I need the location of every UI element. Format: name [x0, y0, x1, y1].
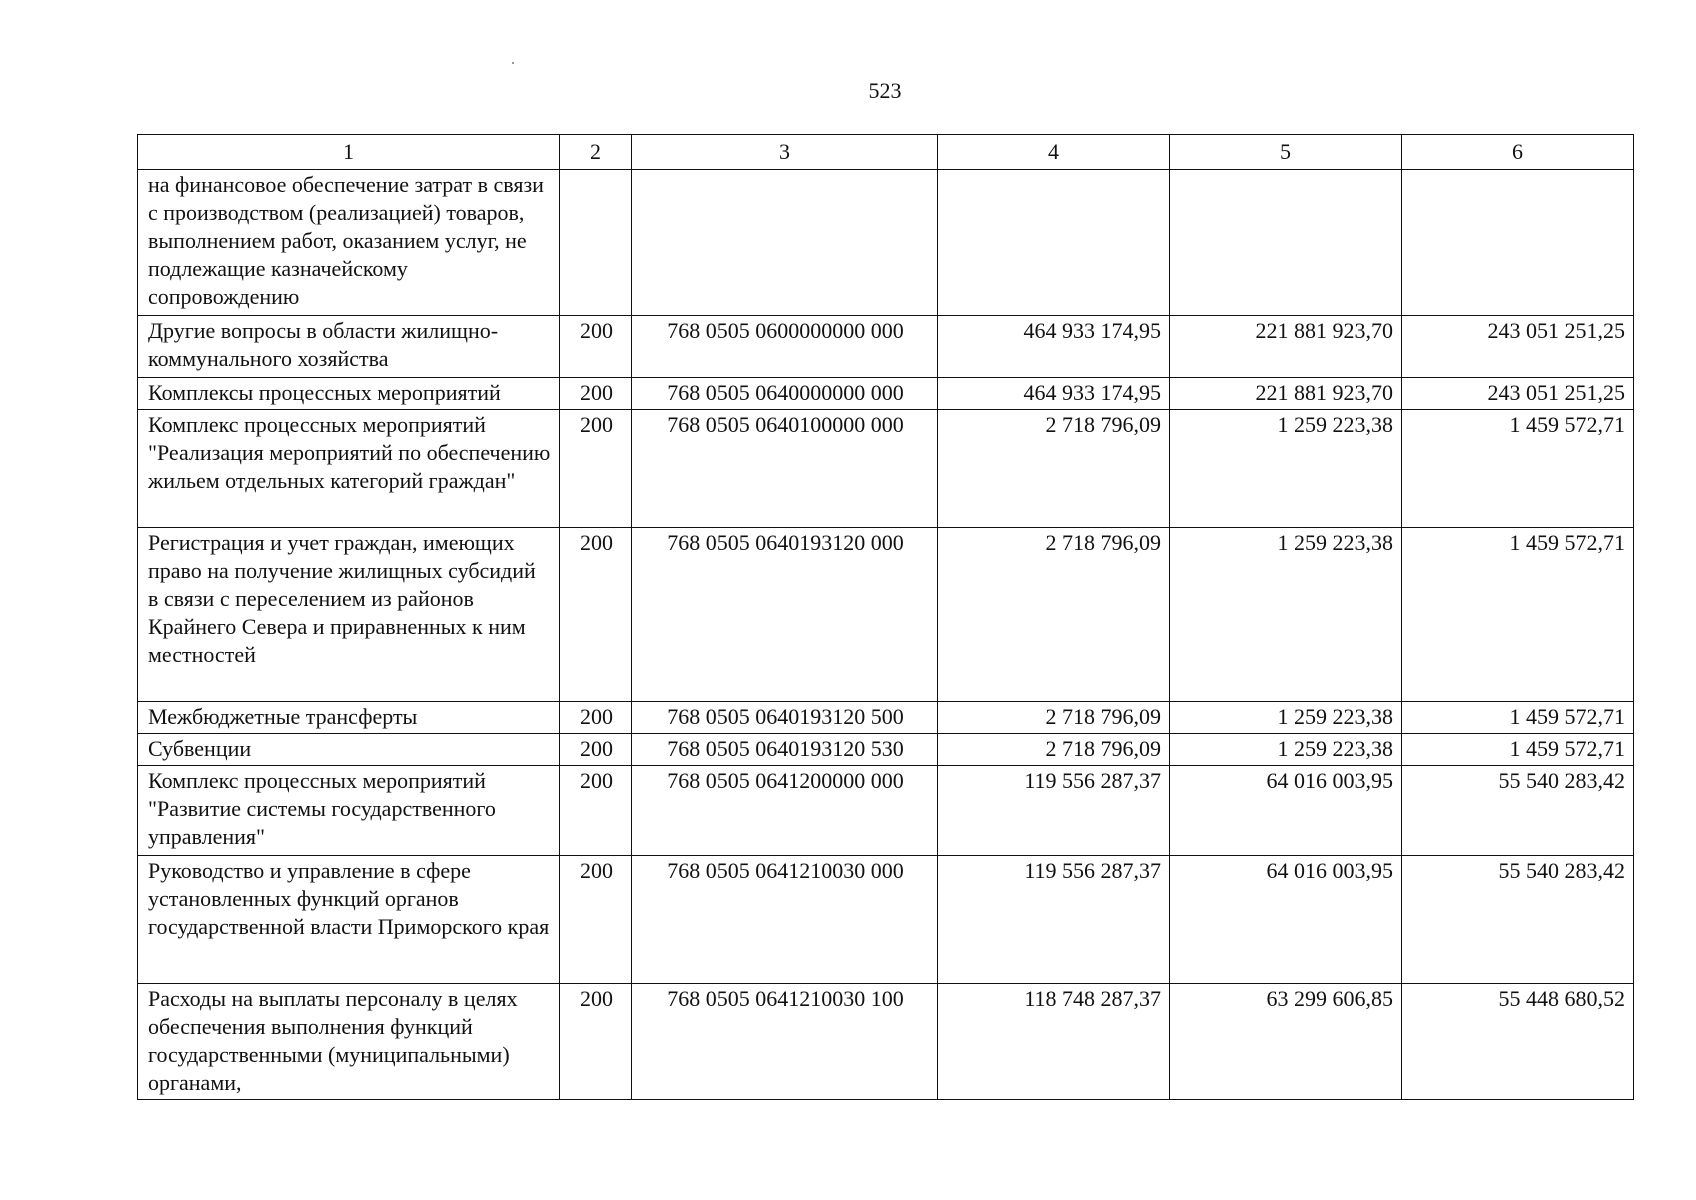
- header-col-6: 6: [1402, 135, 1634, 170]
- row-code: 200: [560, 702, 632, 734]
- row-code: 200: [560, 984, 632, 1100]
- row-value-6: 1 459 572,71: [1402, 410, 1634, 528]
- row-value-6: 1 459 572,71: [1402, 528, 1634, 702]
- row-value-4: 2 718 796,09: [938, 528, 1170, 702]
- row-value-6: 55 540 283,42: [1402, 856, 1634, 984]
- row-name: Межбюджетные трансферты: [138, 702, 560, 734]
- table-row: [138, 984, 1634, 1100]
- row-value-4: 119 556 287,37: [938, 766, 1170, 856]
- row-name: Комплекс процессных мероприятий "Развитие системы государственного управления": [138, 766, 560, 856]
- table-row: [138, 410, 1634, 528]
- header-col-2: 2: [560, 135, 632, 170]
- row-value-4: 2 718 796,09: [938, 702, 1170, 734]
- row-kbk: 768 0505 0600000000 000: [632, 316, 938, 378]
- row-value-6: 243 051 251,25: [1402, 316, 1634, 378]
- row-name: Расходы на выплаты персоналу в целях обеспечения выполнения функций государственными (муниципальными) органами,: [138, 984, 560, 1100]
- row-value-4: 119 556 287,37: [938, 856, 1170, 984]
- row-name: на финансовое обеспечение затрат в связи с производством (реализацией) товаров, выполнением работ, оказанием услуг, не подлежащие казначейскому сопровождению: [138, 170, 560, 316]
- row-kbk: 768 0505 0641200000 000: [632, 766, 938, 856]
- page-number: 523: [868, 78, 902, 103]
- row-value-4: 2 718 796,09: [938, 410, 1170, 528]
- table-row: [138, 316, 1634, 378]
- row-kbk: 768 0505 0640100000 000: [632, 410, 938, 528]
- row-value-6: 55 540 283,42: [1402, 766, 1634, 856]
- budget-table: [137, 134, 1634, 1100]
- row-name: Другие вопросы в области жилищно-коммунального хозяйства: [138, 316, 560, 378]
- row-value-6: 1 459 572,71: [1402, 702, 1634, 734]
- row-name: Субвенции: [138, 734, 560, 766]
- row-value-4: 118 748 287,37: [938, 984, 1170, 1100]
- row-kbk: 768 0505 0640193120 530: [632, 734, 938, 766]
- row-value-5: 64 016 003,95: [1170, 856, 1402, 984]
- row-code: 200: [560, 528, 632, 702]
- row-value-5: 64 016 003,95: [1170, 766, 1402, 856]
- table-body: [138, 170, 1634, 1100]
- row-kbk: 768 0505 0641210030 100: [632, 984, 938, 1100]
- row-code: 200: [560, 378, 632, 410]
- row-kbk: 768 0505 0640193120 500: [632, 702, 938, 734]
- row-value-4: 2 718 796,09: [938, 734, 1170, 766]
- row-value-5: [1170, 170, 1402, 316]
- row-value-6: [1402, 170, 1634, 316]
- row-name: Комплексы процессных мероприятий: [138, 378, 560, 410]
- row-code: 200: [560, 734, 632, 766]
- row-value-4: [938, 170, 1170, 316]
- row-kbk: 768 0505 0640193120 000: [632, 528, 938, 702]
- row-value-4: 464 933 174,95: [938, 316, 1170, 378]
- row-value-5: 63 299 606,85: [1170, 984, 1402, 1100]
- header-row: [138, 135, 1634, 170]
- row-value-5: 221 881 923,70: [1170, 378, 1402, 410]
- row-code: 200: [560, 410, 632, 528]
- row-value-5: 1 259 223,38: [1170, 528, 1402, 702]
- table-row: [138, 378, 1634, 410]
- header-col-4: 4: [938, 135, 1170, 170]
- table-row: [138, 702, 1634, 734]
- row-kbk: [632, 170, 938, 316]
- row-name: Руководство и управление в сфере установленных функций органов государственной власти Приморского края: [138, 856, 560, 984]
- header-col-1: 1: [138, 135, 560, 170]
- table-row: [138, 766, 1634, 856]
- row-code: 200: [560, 316, 632, 378]
- table-row: [138, 170, 1634, 316]
- row-value-5: 1 259 223,38: [1170, 702, 1402, 734]
- row-value-6: 243 051 251,25: [1402, 378, 1634, 410]
- scan-speck: [512, 62, 514, 64]
- table-header: [138, 135, 1634, 170]
- row-kbk: 768 0505 0640000000 000: [632, 378, 938, 410]
- row-value-6: 1 459 572,71: [1402, 734, 1634, 766]
- row-code: [560, 170, 632, 316]
- row-name: Регистрация и учет граждан, имеющих право на получение жилищных субсидий в связи с переселением из районов Крайнего Севера и приравненных к ним местностей: [138, 528, 560, 702]
- row-value-5: 1 259 223,38: [1170, 734, 1402, 766]
- row-value-5: 1 259 223,38: [1170, 410, 1402, 528]
- row-value-6: 55 448 680,52: [1402, 984, 1634, 1100]
- table-row: [138, 734, 1634, 766]
- header-col-5: 5: [1170, 135, 1402, 170]
- table-row: [138, 856, 1634, 984]
- header-col-3: 3: [632, 135, 938, 170]
- row-code: 200: [560, 766, 632, 856]
- table-row: [138, 528, 1634, 702]
- row-kbk: 768 0505 0641210030 000: [632, 856, 938, 984]
- row-code: 200: [560, 856, 632, 984]
- row-value-4: 464 933 174,95: [938, 378, 1170, 410]
- row-name: Комплекс процессных мероприятий "Реализация мероприятий по обеспечению жильем отдельных категорий граждан": [138, 410, 560, 528]
- row-value-5: 221 881 923,70: [1170, 316, 1402, 378]
